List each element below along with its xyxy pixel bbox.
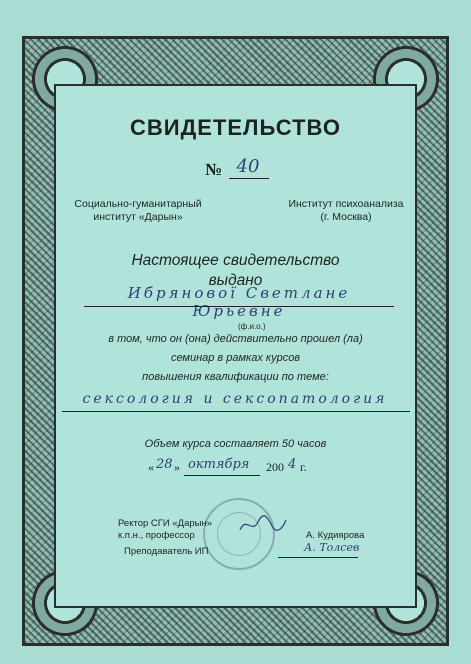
date-close-quote: » <box>174 460 180 474</box>
date-day: 28 <box>156 457 173 472</box>
course-topic: сексология и сексопатология <box>82 391 388 407</box>
issuer-right-line1: Институт психоанализа <box>288 198 404 210</box>
issuer-left <box>68 198 208 224</box>
date-year-prefix: 200 <box>266 460 284 474</box>
date-month: октября <box>188 457 250 472</box>
course-volume: Объем курса составляет 50 часов <box>144 438 327 450</box>
body-line3: повышения квалификации по теме: <box>142 371 329 383</box>
date-open-quote: « <box>148 460 154 474</box>
issue-date <box>148 458 328 478</box>
recipient-name: Ибрянової Светлане Юрьевне <box>127 284 351 320</box>
body-line2: семинар в рамках курсов <box>170 352 301 364</box>
signer2-underline <box>278 557 358 558</box>
issuer-left-line2: институт «Дарын» <box>93 211 183 223</box>
certificate-title: СВИДЕТЕЛЬСТВО <box>130 115 341 140</box>
issuer-right-line2: (г. Москва) <box>320 211 372 223</box>
signer2-signature: А. Толсев <box>304 541 360 554</box>
topic-underline <box>62 411 410 412</box>
signer2-role: Преподаватель ИП <box>124 546 209 557</box>
issuer-right <box>276 198 416 224</box>
signer1-signature <box>238 512 288 536</box>
body-line1: в том, что он (она) действительно прошел (ла) <box>108 333 363 345</box>
issuer-left-line1: Социально-гуманитарный <box>74 198 202 210</box>
signer1-name: А. Кудиярова <box>306 530 365 541</box>
certificate-number <box>205 156 305 182</box>
fio-label: (ф.и.о.) <box>238 322 266 331</box>
signer1-role-line1: Ректор СГИ «Дарын» <box>118 518 213 529</box>
heading-line2: выдано <box>208 272 263 289</box>
date-year-suffix: 4 <box>288 457 297 472</box>
heading-line1: Настоящее свидетельство <box>131 252 340 269</box>
signer1-role <box>118 518 228 542</box>
number-value: 40 <box>236 156 260 177</box>
date-year-unit: г. <box>300 460 307 474</box>
number-underline <box>229 178 269 179</box>
signer1-role-line2: к.п.н., профессор <box>118 530 195 541</box>
recipient-underline <box>84 306 394 307</box>
date-month-underline <box>184 475 260 476</box>
number-symbol: № <box>205 160 223 179</box>
